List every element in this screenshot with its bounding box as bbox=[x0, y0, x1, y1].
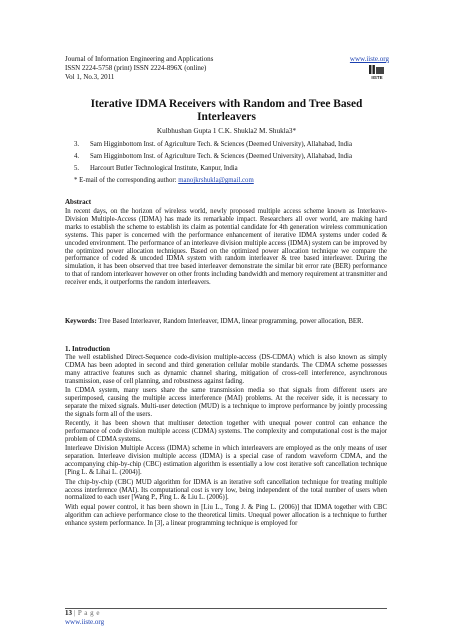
introduction-body bbox=[65, 354, 387, 529]
footer-url-link[interactable]: www.iiste.org bbox=[65, 618, 105, 626]
intro-paragraph: The well established Direct-Sequence code-division multiple-access (DS-CDMA) which is also known as simply CDMA has been adopted in second and third generation cellular mobile standards. The CDMA scheme possesses many attractive features such as dynamic channel sharing, mitigation of cross-cell interference, asynchronous transmission, ease of cell planning, and robustness against fading. bbox=[65, 354, 387, 385]
intro-paragraph: The chip-by-chip (CBC) MUD algorithm for IDMA is an iterative soft cancellation technique for treating multiple access interference (MAI). Its computational cost is very low, being independent of the total number of users when normalized to each user [Wang P., Ping L. & Liu L. (2006)]. bbox=[65, 478, 387, 502]
author-email-link[interactable]: manojkrshukla@gmail.com bbox=[178, 177, 254, 184]
paper-title: Iterative IDMA Receivers with Random and Tree Based Interleavers bbox=[90, 98, 363, 123]
intro-paragraph: In CDMA system, many users share the same transmission media so that signals from different users are superimposed, causing the multiple access interference (MAI) problems. At the receiver side, it is necessary to separate the mixed signals. Multi-user detection (MUD) is a technique to improve performance by jointly processing the signals form all of the users. bbox=[65, 387, 387, 418]
iiste-logo-icon bbox=[368, 64, 386, 80]
abstract-heading: Abstract bbox=[65, 198, 92, 206]
corresponding-author: * E-mail of the corresponding author: manojkrshukla@gmail.com bbox=[74, 177, 254, 184]
paper-authors: Kulbhushan Gupta 1 C.K. Shukla2 M. Shukla3* bbox=[156, 127, 297, 135]
affiliations-list bbox=[74, 139, 352, 187]
journal-url-link[interactable]: www.iiste.org bbox=[349, 55, 389, 63]
affiliation-item: 4. Sam Higginbottom Inst. of Agriculture Tech. & Sciences (Deemed University), Allahabad, India bbox=[74, 153, 352, 160]
intro-paragraph: With equal power control, it has been shown in [Liu L., Tong J. & Ping L. (2006)] that IDMA together with CBC algorithm can achieve performance close to the theoretical limits. Unequal power allocation is a technique to further enhance system performance. In [3], a linear programming technique is employed for bbox=[65, 503, 387, 527]
keywords-label: Keywords: bbox=[65, 318, 97, 325]
keywords bbox=[65, 318, 387, 326]
intro-paragraph: Interleave Division Multiple Access (IDMA) scheme in which interleavers are employed as the only means of user separation. Interleave division multiple access (IDMA) is a special case of random waveform CDMA, and the accompanying chip-by-chip (CBC) estimation algorithm is essentially a low cost iterative soft cancellation technique [Ping L. & Lihai L. (2004)]. bbox=[65, 445, 387, 477]
logo-text: IISTE bbox=[371, 75, 383, 80]
journal-name: Journal of Information Engineering and Applications bbox=[65, 55, 214, 63]
intro-paragraph: Recently, it has been shown that multiuser detection together with unequal power control can enhance the performance of code division multiple access (CDMA) systems. The complexity and computational cost is the major problem of CDMA systems. bbox=[65, 420, 387, 444]
keywords-text: Tree Based Interleaver, Random Interleaver, IDMA, linear programming, power allocation, BER. bbox=[98, 318, 364, 325]
page-number: 13 | P a g e bbox=[65, 609, 100, 617]
abstract-text: In recent days, on the horizon of wireless world, newly proposed multiple access scheme known as Interleave-Division Multiple-Access (IDMA) has made its remarkable impact. Researchers all over world, are making hard marks to establish the scheme to establish its claim as potential candidate for 4th generation wireless communication systems. This paper is concerned with the performance enhancement of iterative IDMA systems under coded & uncoded environment. The performance of an interleave division multiple access (IDMA) system can be improved by the optimized power allocation techniques. Based on the optimized power allocation technique we compare the performance of coded & uncoded IDMA system with random interleaver & tree based interleaver. During the simulation, it has been observed that tree based interleaver demonstrate the similar bit error rate (BER) performance to that of random interleaver however on other fronts including bandwidth and memory requirement at transmitter and receiver ends, it outperforms the random interleavers. bbox=[65, 208, 387, 287]
footer-divider bbox=[65, 608, 387, 609]
affiliation-item: 3. Sam Higginbottom Inst. of Agriculture Tech. & Sciences (Deemed University), Allahabad, India bbox=[74, 141, 352, 148]
journal-issn: ISSN 2224-5758 (print) ISSN 2224-896X (online) bbox=[65, 64, 207, 73]
journal-volume: Vol 1, No.3, 2011 bbox=[65, 73, 115, 82]
journal-header bbox=[65, 55, 213, 83]
affiliation-item: 5. Harcourt Butler Technological Institute, Kanpur, India bbox=[74, 165, 238, 172]
introduction-heading: 1. Introduction bbox=[65, 345, 110, 353]
